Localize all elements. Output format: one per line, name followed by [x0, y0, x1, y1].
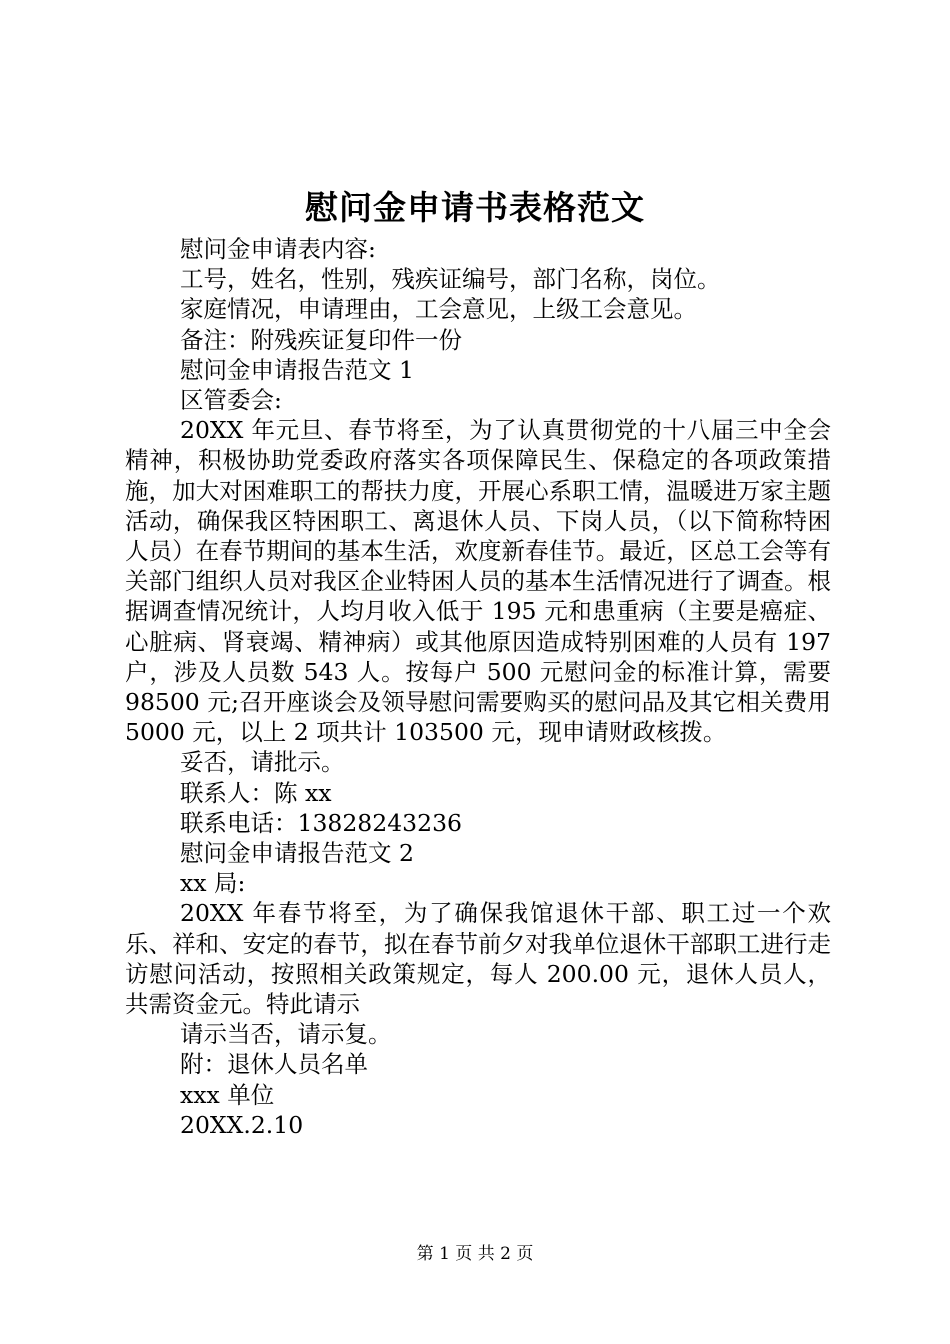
sample-2-closing: 请示当否，请示复。: [180, 1020, 392, 1049]
sample-1-contact-phone: 联系电话：13828243236: [180, 808, 462, 837]
sample-1-body-paragraph: 20XX 年元旦、春节将至，为了认真贯彻党的十八届三中全会精神，积极协助党委政府落实各项保障民生、保稳定的各项政策措施，加大对困难职工的帮扶力度，开展心系职工情，温暖进万家主题活动，确保我区特困职工、离退休人员、下岗人员，（以下简称特困人员）在春节期间的基本生活，欢度新春佳节。最近，区总工会等有关部门组织人员对我区企业特困人员的基本生活情况进行了调查。根据调查情况统计，人均月收入低于 195 元和患重病（主要是癌症、心脏病、肾衰竭、精神病）或其他原因造成特别困难的人员有 197 户，涉及人员数 543 人。按每户 500 元慰问金的标准计算，需要 98500 元;召开座谈会及领导慰问需要购买的慰问品及其它相关费用 5000 元，以上 2 项共计 103500 元，现申请财政核拨。: [125, 416, 831, 747]
sample-2-date: 20XX.2.10: [180, 1110, 304, 1139]
sample-2-heading: 慰问金申请报告范文 2: [180, 839, 414, 868]
sample-2-signature-unit: xxx 单位: [180, 1080, 275, 1109]
document-title: 慰问金申请书表格范文: [305, 188, 645, 227]
document-body: [125, 234, 831, 1140]
form-content-heading: 慰问金申请表内容:: [180, 235, 376, 263]
sample-1-closing: 妥否，请批示。: [180, 748, 345, 777]
sample-1-heading: 慰问金申请报告范文 1: [180, 355, 414, 384]
form-remark: 备注：附残疾证复印件一份: [180, 325, 462, 354]
sample-2-attachment: 附：退休人员名单: [180, 1050, 368, 1079]
sample-2-recipient: xx 局:: [180, 869, 246, 898]
form-fields-line-2: 家庭情况，申请理由，工会意见，上级工会意见。: [180, 295, 697, 324]
sample-2-body-paragraph: 20XX 年春节将至，为了确保我馆退休干部、职工过一个欢乐、祥和、安定的春节，拟在春节前夕对我单位退休干部职工进行走访慰问活动，按照相关政策规定，每人 200.00 元，退休人员人，共需资金元。特此请示: [125, 899, 831, 1019]
form-fields-line-1: 工号，姓名，性别，残疾证编号，部门名称，岗位。: [180, 265, 721, 294]
sample-1-contact-person: 联系人：陈 xx: [180, 778, 332, 807]
sample-1-recipient: 区管委会:: [180, 386, 282, 415]
page-number-footer: 第 1 页 共 2 页: [416, 1244, 534, 1264]
